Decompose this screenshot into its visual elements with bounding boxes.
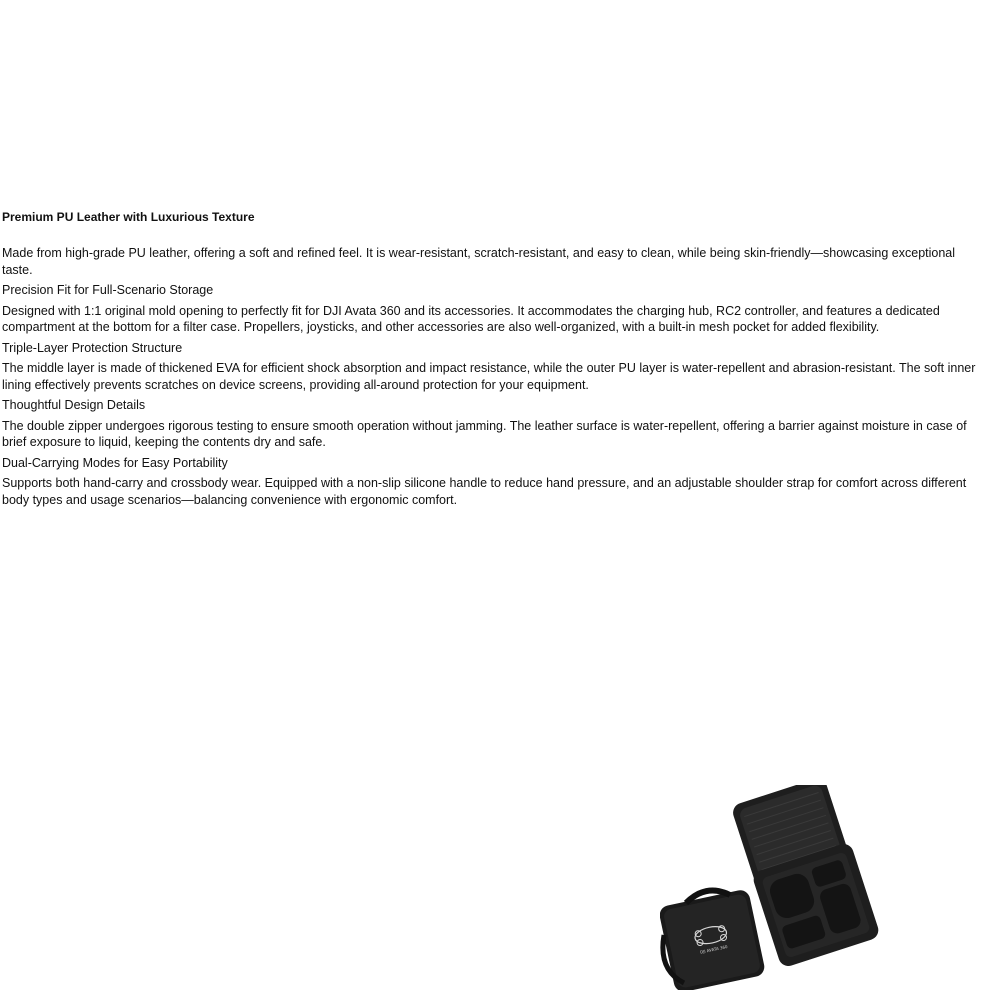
section-carrying	[2, 455, 982, 509]
section-design	[2, 397, 982, 451]
carrying-case-image	[660, 785, 880, 990]
section-heading: Dual-Carrying Modes for Easy Portability	[2, 455, 228, 470]
section-heading: Thoughtful Design Details	[2, 398, 146, 412]
case-logo-text: DJI AVATA 360	[699, 943, 728, 955]
section-text: The double zipper undergoes rigorous testing to ensure smooth operation without jamming. The leather surface is water-repellent, offering a barrier against moisture in case of brief exposure to liquid, keeping the contents dry and safe.	[2, 418, 967, 449]
page-title: Premium PU Leather with Luxurious Texture	[2, 210, 255, 224]
section-text: The middle layer is made of thickened EVA for efficient shock absorption and impact resistance, while the outer PU layer is water-repellent and abrasion-resistant. The soft inner lining effectively prevents scratches on device screens, providing all-around protection for your equipment.	[2, 361, 976, 392]
product-description	[2, 209, 982, 508]
section-heading: Triple-Layer Protection Structure	[2, 340, 183, 355]
intro-paragraph: Made from high-grade PU leather, offering a soft and refined feel. It is wear-resistant, scratch-resistant, and easy to clean, while being skin-friendly—showcasing exceptional taste.	[2, 246, 956, 277]
section-text: Supports both hand-carry and crossbody wear. Equipped with a non-slip silicone handle to reduce hand pressure, and an adjustable shoulder strap for comfort across different body types and usage scenarios—balancing convenience with ergonomic comfort.	[2, 476, 967, 507]
section-heading: Precision Fit for Full-Scenario Storage	[2, 283, 214, 297]
section-text: Designed with 1:1 original mold opening to perfectly fit for DJI Avata 360 and its accessories. It accommodates the charging hub, RC2 controller, and features a dedicated compartment at the bottom for a filter case. Propellers, joysticks, and other accessories are also well-organized, with a built-in mesh pocket for added flexibility.	[2, 303, 940, 334]
section-fit	[2, 282, 982, 336]
case-closed	[660, 888, 766, 990]
section-protection	[2, 340, 982, 394]
